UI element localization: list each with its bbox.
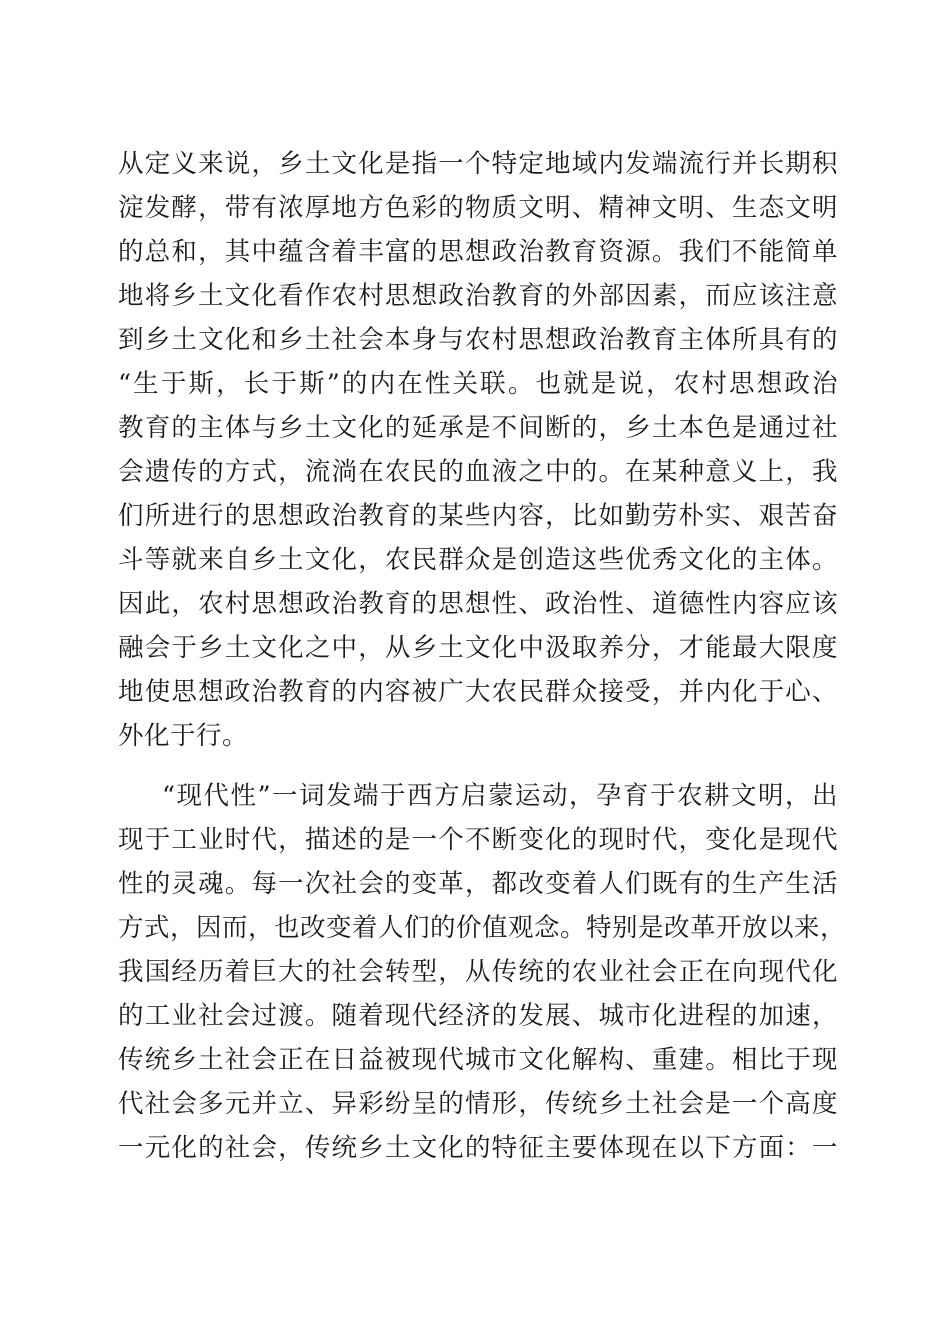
- text-line: 们所进行的思想政治教育的某些内容，比如勤劳朴实、艰苦奋: [118, 501, 838, 531]
- text-line: 地将乡土文化看作农村思想政治教育的外部因素，而应该注意: [118, 281, 838, 311]
- text-line: 地使思想政治教育的内容被广大农民群众接受，并内化于心、: [118, 677, 838, 707]
- text-line: 现于工业时代，描述的是一个不断变化的现时代，变化是现代: [118, 825, 838, 855]
- paragraph-definition: [118, 142, 838, 758]
- text-line: 传统乡土社会正在日益被现代城市文化解构、重建。相比于现: [118, 1045, 838, 1075]
- text-line: 性的灵魂。每一次社会的变革，都改变着人们既有的生产生活: [118, 869, 838, 899]
- text-line: 一元化的社会，传统乡土文化的特征主要体现在以下方面：一: [118, 1133, 838, 1163]
- text-line: 外化于行。: [118, 721, 249, 751]
- text-line: “现代性”一词发端于西方启蒙运动，孕育于农耕文明，出: [162, 781, 838, 811]
- text-line: 从定义来说，乡土文化是指一个特定地域内发端流行并长期积: [118, 149, 838, 179]
- text-line: 我国经历着巨大的社会转型，从传统的农业社会正在向现代化: [118, 957, 838, 987]
- text-line: 到乡土文化和乡土社会本身与农村思想政治教育主体所具有的: [118, 325, 838, 355]
- text-line: 的工业社会过渡。随着现代经济的发展、城市化进程的加速，: [118, 1001, 838, 1031]
- text-line: “生于斯，长于斯”的内在性关联。也就是说，农村思想政治: [118, 369, 838, 399]
- text-line: 融会于乡土文化之中，从乡土文化中汲取养分，才能最大限度: [118, 633, 838, 663]
- text-line: 的总和，其中蕴含着丰富的思想政治教育资源。我们不能简单: [118, 237, 838, 267]
- text-line: 会遗传的方式，流淌在农民的血液之中的。在某种意义上，我: [118, 457, 838, 487]
- text-line: 因此，农村思想政治教育的思想性、政治性、道德性内容应该: [118, 589, 838, 619]
- text-line: 教育的主体与乡土文化的延承是不间断的，乡土本色是通过社: [118, 413, 838, 443]
- paragraph-modernity: [118, 774, 847, 1170]
- text-line: 斗等就来自乡土文化，农民群众是创造这些优秀文化的主体。: [118, 545, 838, 575]
- text-line: 代社会多元并立、异彩纷呈的情形，传统乡土社会是一个高度: [118, 1089, 838, 1119]
- text-line: 方式，因而，也改变着人们的价值观念。特别是改革开放以来，: [118, 913, 847, 943]
- text-line: 淀发酵，带有浓厚地方色彩的物质文明、精神文明、生态文明: [118, 193, 838, 223]
